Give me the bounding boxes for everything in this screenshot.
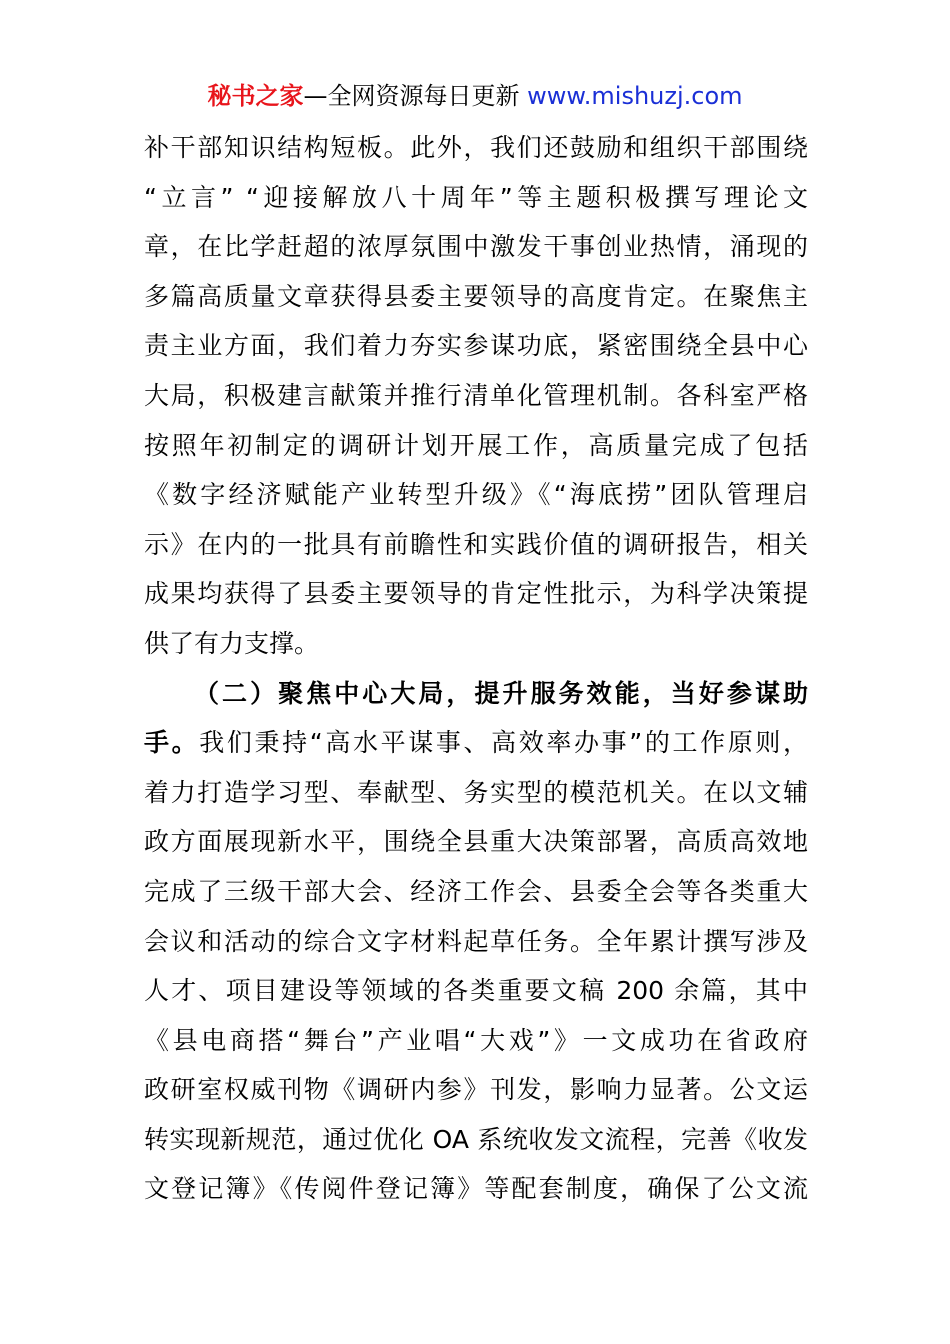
text-line: 文登记簿》《传阅件登记簿》等配套制度，确保了公文流: [144, 1174, 808, 1204]
text-line: 大局，积极建言献策并推行清单化管理机制。各科室严格: [144, 380, 808, 410]
brand-name: 秘书之家: [207, 82, 304, 110]
text-line: 责主业方面，我们着力夯实参谋功底，紧密围绕全县中心: [144, 331, 808, 361]
paragraph-1: [144, 123, 808, 669]
text-line: 人才、项目建设等领域的各类重要文稿 200 余篇，其中: [144, 976, 808, 1006]
text-line: 按照年初制定的调研计划开展工作，高质量完成了包括: [144, 430, 808, 460]
text-line: 会议和活动的综合文字材料起草任务。全年累计撰写涉及: [144, 926, 808, 956]
text-line: 着力打造学习型、奉献型、务实型的模范机关。在以文辅: [144, 777, 808, 807]
text-line: 完成了三级干部大会、经济工作会、县委全会等各类重大: [144, 876, 808, 906]
text-line: 成果均获得了县委主要领导的肯定性批示，为科学决策提: [144, 579, 808, 609]
section-heading: （二）聚焦中心大局，提升服务效能，当好参谋助: [194, 678, 808, 708]
text-span: 我们秉持“高水平谋事、高效率办事”的工作原则，: [199, 728, 808, 758]
text-line: 转实现新规范，通过优化 OA 系统收发文流程，完善《收发: [144, 1124, 808, 1154]
text-line: “立言” “迎接解放八十周年”等主题积极撰写理论文: [144, 182, 808, 212]
watermark-header: [0, 78, 950, 114]
text-line: [144, 718, 808, 768]
document-body: [144, 123, 808, 1214]
text-line: 补干部知识结构短板。此外，我们还鼓励和组织干部围绕: [144, 133, 808, 162]
paragraph-2: [144, 669, 808, 1215]
site-url[interactable]: www.mishuzj.com: [527, 82, 743, 110]
header-slogan: —全网资源每日更新: [303, 82, 528, 110]
text-line: 《县电商搭“舞台”产业唱“大戏”》一文成功在省政府: [144, 1025, 808, 1055]
text-line: 章，在比学赶超的浓厚氛围中激发干事创业热情，涌现的: [144, 232, 808, 262]
text-line: 政方面展现新水平，围绕全县重大决策部署，高质高效地: [144, 827, 808, 857]
text-line: 多篇高质量文章获得县委主要领导的高度肯定。在聚焦主: [144, 281, 808, 311]
text-line: 供了有力支撑。: [144, 628, 320, 658]
text-line: 政研室权威刊物《调研内参》刊发，影响力显著。公文运: [144, 1075, 808, 1105]
text-line: 示》在内的一批具有前瞻性和实践价值的调研报告，相关: [144, 529, 808, 559]
text-line: 《数字经济赋能产业转型升级》《“海底捞”团队管理启: [144, 480, 808, 510]
section-heading-end: 手。: [144, 728, 200, 758]
